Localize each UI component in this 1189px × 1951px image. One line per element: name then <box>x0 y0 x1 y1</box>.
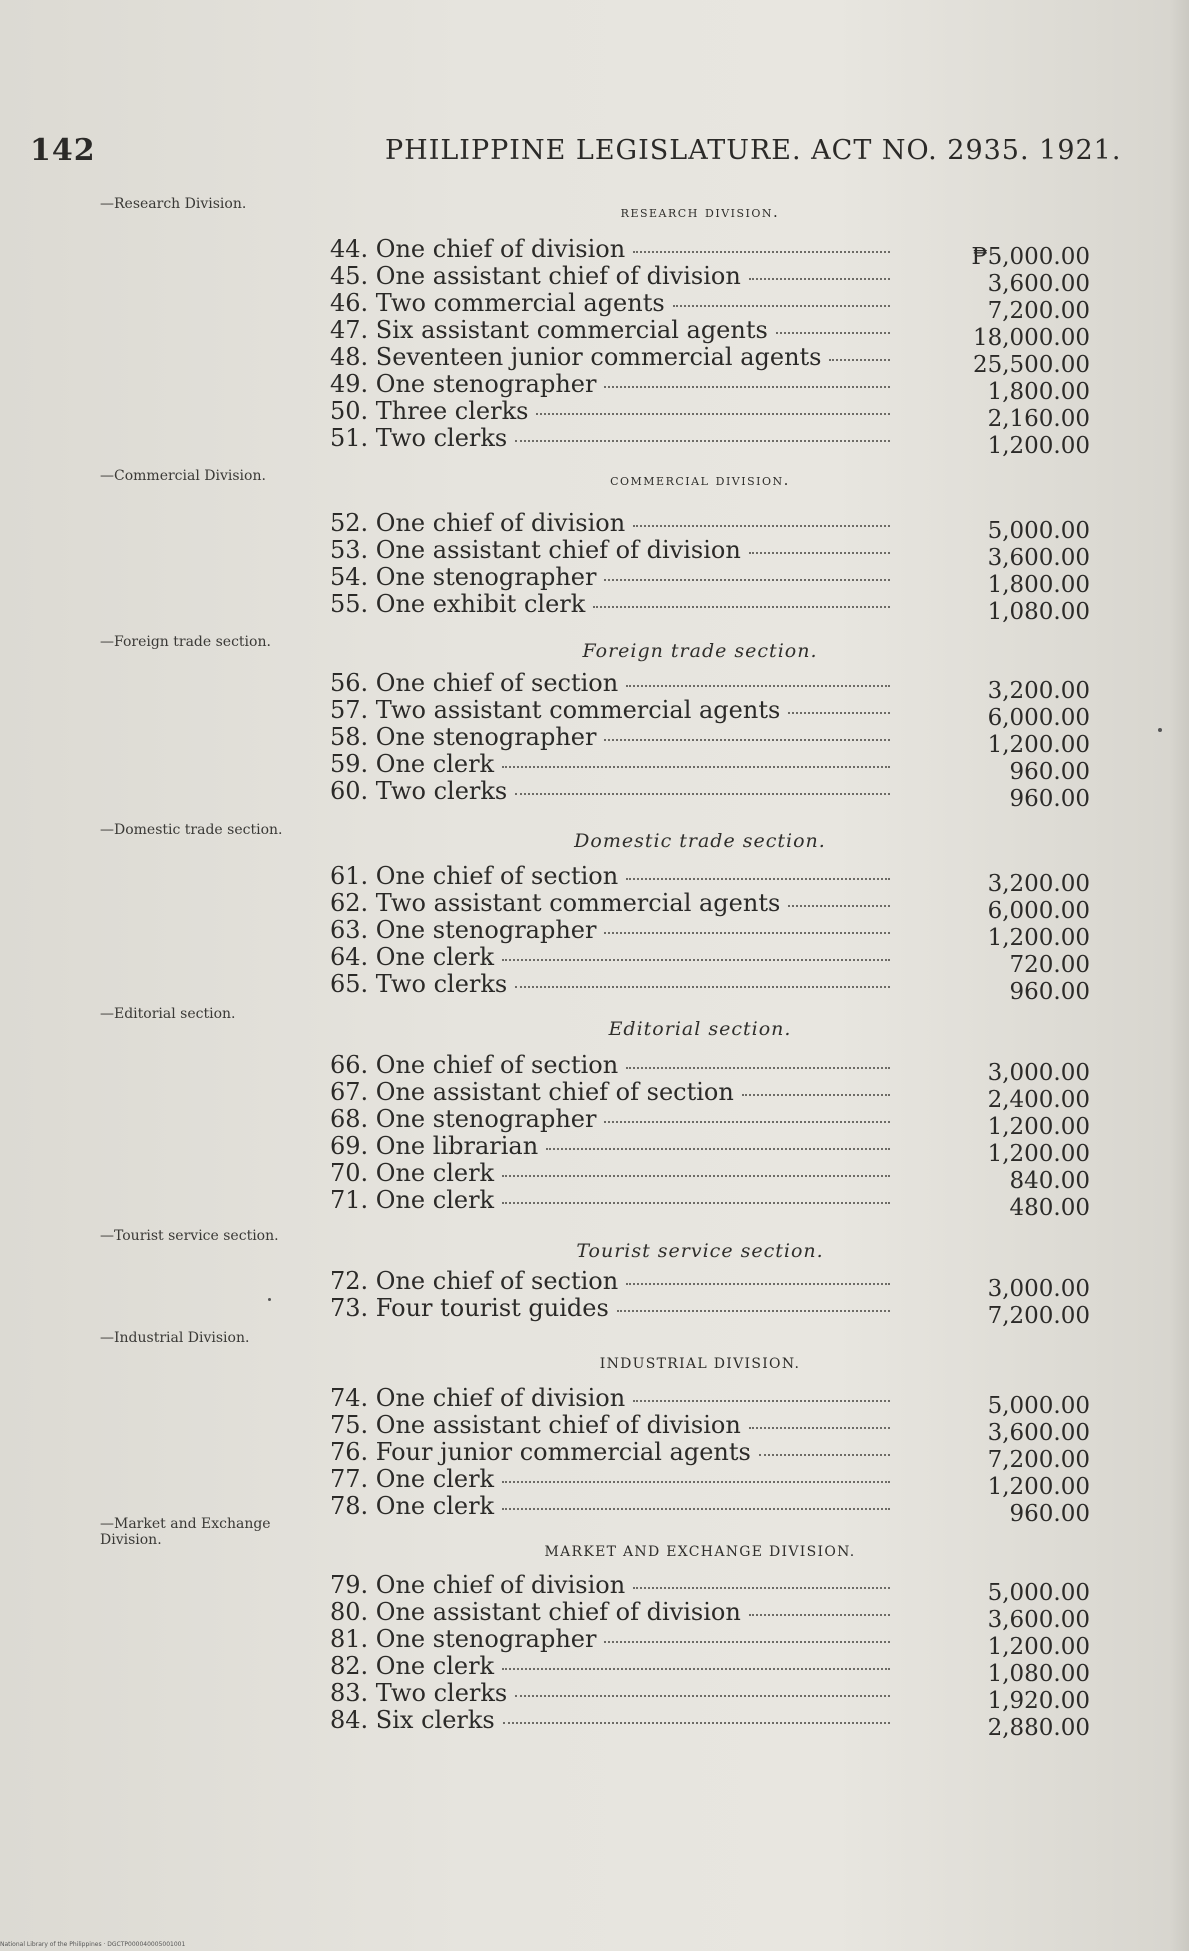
item-list <box>330 669 1090 812</box>
item-description <box>330 1572 890 1599</box>
list-item <box>330 1492 1090 1527</box>
list-item <box>330 1384 1090 1419</box>
item-text: 46. Two commercial agents <box>330 289 665 317</box>
item-text: 51. Two clerks <box>330 424 508 452</box>
item-amount: 1,200.00 <box>987 1141 1090 1167</box>
item-text: 77. One clerk <box>330 1465 495 1493</box>
dot-leader <box>515 1695 890 1697</box>
item-description <box>330 1493 890 1520</box>
item-description <box>330 890 890 917</box>
item-amount: 6,000.00 <box>987 705 1090 731</box>
item-text: 67. One assistant chief of section <box>330 1078 734 1106</box>
item-amount: 2,880.00 <box>987 1715 1090 1741</box>
list-item <box>330 1411 1090 1446</box>
item-text: 84. Six clerks <box>330 1706 495 1734</box>
item-amount: 3,600.00 <box>987 271 1090 297</box>
dot-leader <box>604 579 890 581</box>
item-text: 49. One stenographer <box>330 370 597 398</box>
item-description <box>330 971 890 998</box>
item-text: 62. Two assistant commercial agents <box>330 889 781 917</box>
list-item <box>330 1159 1090 1194</box>
dot-leader <box>502 1481 890 1483</box>
running-head: PHILIPPINE LEGISLATURE. ACT NO. 2935. 1921. <box>385 135 1122 166</box>
dot-leader <box>502 1202 890 1204</box>
item-text: 59. One clerk <box>330 750 495 778</box>
item-description <box>330 1466 890 1493</box>
item-amount: 2,400.00 <box>987 1087 1090 1113</box>
item-amount: 1,200.00 <box>987 1474 1090 1500</box>
item-description <box>330 917 890 944</box>
dot-leader <box>604 932 890 934</box>
item-description <box>330 1439 890 1466</box>
item-text: 73. Four tourist guides <box>330 1294 609 1322</box>
margin-note: —Editorial section. <box>100 1006 236 1022</box>
scan-speck <box>268 1298 271 1301</box>
item-description <box>330 1385 890 1412</box>
item-amount: 3,600.00 <box>987 545 1090 571</box>
item-amount: 5,000.00 <box>987 518 1090 544</box>
list-item <box>330 509 1090 544</box>
section-heading: commercial division. <box>610 471 790 489</box>
list-item <box>330 1267 1090 1302</box>
item-amount: 1,920.00 <box>987 1688 1090 1714</box>
section-heading: MARKET AND EXCHANGE DIVISION. <box>544 1544 856 1560</box>
item-description <box>330 724 890 751</box>
list-item <box>330 424 1090 459</box>
item-list <box>330 509 1090 625</box>
item-description <box>330 371 890 398</box>
item-description <box>330 1599 890 1626</box>
item-amount: 3,600.00 <box>987 1607 1090 1633</box>
dot-leader <box>546 1148 890 1150</box>
dot-leader <box>515 986 890 988</box>
item-text: 61. One chief of section <box>330 862 619 890</box>
item-list <box>330 1267 1090 1329</box>
item-text: 82. One clerk <box>330 1652 495 1680</box>
list-item <box>330 862 1090 897</box>
dot-leader <box>633 525 890 527</box>
dot-leader <box>617 1310 890 1312</box>
item-description <box>330 751 890 778</box>
item-text: 75. One assistant chief of division <box>330 1411 741 1439</box>
dot-leader <box>626 1283 890 1285</box>
item-text: 79. One chief of division <box>330 1571 626 1599</box>
item-amount: 18,000.00 <box>972 325 1090 351</box>
item-description <box>330 1268 890 1295</box>
item-list <box>330 1571 1090 1741</box>
item-amount: 25,500.00 <box>972 352 1090 378</box>
item-amount: 3,000.00 <box>987 1276 1090 1302</box>
item-text: 55. One exhibit clerk <box>330 590 586 618</box>
list-item <box>330 563 1090 598</box>
list-item <box>330 289 1090 324</box>
item-text: 54. One stenographer <box>330 563 597 591</box>
list-item <box>330 943 1090 978</box>
item-amount: 7,200.00 <box>987 298 1090 324</box>
section-heading: Foreign trade section. <box>582 640 818 662</box>
item-text: 53. One assistant chief of division <box>330 536 741 564</box>
item-amount: 5,000.00 <box>987 1393 1090 1419</box>
item-text: 70. One clerk <box>330 1159 495 1187</box>
item-text: 63. One stenographer <box>330 916 597 944</box>
item-amount: 3,600.00 <box>987 1420 1090 1446</box>
dot-leader <box>749 1427 890 1429</box>
item-amount: 1,800.00 <box>987 572 1090 598</box>
dot-leader <box>536 413 890 415</box>
dot-leader <box>626 1067 890 1069</box>
dot-leader <box>593 606 890 608</box>
item-amount: 2,160.00 <box>987 406 1090 432</box>
item-amount: 1,200.00 <box>987 925 1090 951</box>
list-item <box>330 1625 1090 1660</box>
dot-leader <box>503 1722 890 1724</box>
list-item <box>330 696 1090 731</box>
item-description <box>330 1295 890 1322</box>
item-description <box>330 944 890 971</box>
list-item <box>330 235 1090 270</box>
item-amount: 480.00 <box>1009 1195 1090 1221</box>
item-description <box>330 537 890 564</box>
margin-note: —Domestic trade section. <box>100 822 283 838</box>
item-description <box>330 1052 890 1079</box>
item-text: 64. One clerk <box>330 943 495 971</box>
item-description <box>330 778 890 805</box>
item-description <box>330 1707 890 1734</box>
item-text: 57. Two assistant commercial agents <box>330 696 781 724</box>
list-item <box>330 370 1090 405</box>
item-amount: 1,200.00 <box>987 1114 1090 1140</box>
item-text: 72. One chief of section <box>330 1267 619 1295</box>
list-item <box>330 750 1090 785</box>
item-description <box>330 344 890 371</box>
item-text: 81. One stenographer <box>330 1625 597 1653</box>
item-amount: 1,080.00 <box>987 1661 1090 1687</box>
dot-leader <box>633 251 890 253</box>
item-amount: ₱5,000.00 <box>971 244 1090 270</box>
item-amount: 1,200.00 <box>987 433 1090 459</box>
item-amount: 7,200.00 <box>987 1303 1090 1329</box>
list-item <box>330 343 1090 378</box>
item-amount: 960.00 <box>1009 979 1090 1005</box>
item-list <box>330 235 1090 459</box>
item-text: 74. One chief of division <box>330 1384 626 1412</box>
list-item <box>330 262 1090 297</box>
item-amount: 1,080.00 <box>987 599 1090 625</box>
item-amount: 720.00 <box>1009 952 1090 978</box>
item-text: 78. One clerk <box>330 1492 495 1520</box>
item-text: 52. One chief of division <box>330 509 626 537</box>
item-amount: 3,000.00 <box>987 1060 1090 1086</box>
item-description <box>330 1653 890 1680</box>
dot-leader <box>749 1614 890 1616</box>
dot-leader <box>604 1121 890 1123</box>
margin-note: —Tourist service section. <box>100 1228 279 1244</box>
item-description <box>330 317 890 344</box>
list-item <box>330 397 1090 432</box>
page-number: 142 <box>30 133 96 168</box>
dot-leader <box>759 1454 890 1456</box>
list-item <box>330 1132 1090 1167</box>
scan-speck <box>1158 728 1162 732</box>
dot-leader <box>749 552 890 554</box>
item-description <box>330 1106 890 1133</box>
dot-leader <box>515 440 890 442</box>
section-heading: Domestic trade section. <box>574 830 826 852</box>
item-description <box>330 263 890 290</box>
list-item <box>330 916 1090 951</box>
item-amount: 1,800.00 <box>987 379 1090 405</box>
item-amount: 960.00 <box>1009 759 1090 785</box>
item-text: 76. Four junior commercial agents <box>330 1438 751 1466</box>
dot-leader <box>604 386 890 388</box>
list-item <box>330 777 1090 812</box>
item-list <box>330 1051 1090 1221</box>
item-text: 83. Two clerks <box>330 1679 508 1707</box>
list-item <box>330 590 1090 625</box>
dot-leader <box>749 278 890 280</box>
item-description <box>330 425 890 452</box>
item-description <box>330 398 890 425</box>
item-amount: 960.00 <box>1009 786 1090 812</box>
dot-leader <box>502 1508 890 1510</box>
item-text: 50. Three clerks <box>330 397 529 425</box>
list-item <box>330 1652 1090 1687</box>
item-amount: 1,200.00 <box>987 732 1090 758</box>
list-item <box>330 669 1090 704</box>
item-description <box>330 290 890 317</box>
dot-leader <box>788 905 890 907</box>
item-description <box>330 1079 890 1106</box>
item-list <box>330 1384 1090 1527</box>
item-description <box>330 1626 890 1653</box>
dot-leader <box>502 766 890 768</box>
list-item <box>330 1706 1090 1741</box>
list-item <box>330 1679 1090 1714</box>
margin-note: —Market and Exchange Division. <box>100 1516 271 1548</box>
dot-leader <box>515 793 890 795</box>
item-description <box>330 1133 890 1160</box>
item-text: 44. One chief of division <box>330 235 626 263</box>
item-amount: 6,000.00 <box>987 898 1090 924</box>
item-amount: 7,200.00 <box>987 1447 1090 1473</box>
dot-leader <box>604 1641 890 1643</box>
page-edge-shadow <box>1169 0 1189 1951</box>
dot-leader <box>673 305 890 307</box>
list-item <box>330 1051 1090 1086</box>
dot-leader <box>829 359 890 361</box>
item-text: 65. Two clerks <box>330 970 508 998</box>
item-text: 45. One assistant chief of division <box>330 262 741 290</box>
list-item <box>330 1078 1090 1113</box>
item-text: 71. One clerk <box>330 1186 495 1214</box>
list-item <box>330 1105 1090 1140</box>
section-heading: INDUSTRIAL DIVISION. <box>599 1356 801 1372</box>
item-description <box>330 591 890 618</box>
item-text: 69. One librarian <box>330 1132 539 1160</box>
dot-leader <box>626 685 890 687</box>
item-amount: 1,200.00 <box>987 1634 1090 1660</box>
item-text: 80. One assistant chief of division <box>330 1598 741 1626</box>
item-text: 48. Seventeen junior commercial agents <box>330 343 822 371</box>
scan-credit: National Library of the Philippines · DGCTP000040005001001 <box>0 1941 186 1948</box>
item-description <box>330 863 890 890</box>
list-item <box>330 1294 1090 1329</box>
list-item <box>330 723 1090 758</box>
section-heading: research division. <box>620 203 780 221</box>
list-item <box>330 1571 1090 1606</box>
item-text: 47. Six assistant commercial agents <box>330 316 768 344</box>
dot-leader <box>633 1587 890 1589</box>
dot-leader <box>776 332 890 334</box>
dot-leader <box>788 712 890 714</box>
dot-leader <box>502 1668 890 1670</box>
item-description <box>330 510 890 537</box>
item-description <box>330 1160 890 1187</box>
list-item <box>330 536 1090 571</box>
item-amount: 960.00 <box>1009 1501 1090 1527</box>
item-description <box>330 564 890 591</box>
list-item <box>330 316 1090 351</box>
list-item <box>330 970 1090 1005</box>
item-amount: 840.00 <box>1009 1168 1090 1194</box>
item-text: 66. One chief of section <box>330 1051 619 1079</box>
dot-leader <box>633 1400 890 1402</box>
dot-leader <box>502 1175 890 1177</box>
margin-note: —Research Division. <box>100 196 247 212</box>
item-text: 68. One stenographer <box>330 1105 597 1133</box>
item-description <box>330 1412 890 1439</box>
list-item <box>330 889 1090 924</box>
section-heading: Editorial section. <box>608 1018 792 1040</box>
item-amount: 3,200.00 <box>987 678 1090 704</box>
item-list <box>330 862 1090 1005</box>
list-item <box>330 1465 1090 1500</box>
item-text: 56. One chief of section <box>330 669 619 697</box>
item-description <box>330 1187 890 1214</box>
item-text: 58. One stenographer <box>330 723 597 751</box>
margin-note: —Foreign trade section. <box>100 634 271 650</box>
list-item <box>330 1186 1090 1221</box>
item-description <box>330 670 890 697</box>
margin-note: —Commercial Division. <box>100 468 266 484</box>
item-amount: 3,200.00 <box>987 871 1090 897</box>
dot-leader <box>626 878 890 880</box>
margin-note: —Industrial Division. <box>100 1330 250 1346</box>
item-text: 60. Two clerks <box>330 777 508 805</box>
item-amount: 5,000.00 <box>987 1580 1090 1606</box>
list-item <box>330 1438 1090 1473</box>
item-description <box>330 1680 890 1707</box>
item-description <box>330 236 890 263</box>
section-heading: Tourist service section. <box>576 1240 824 1262</box>
dot-leader <box>604 739 890 741</box>
item-description <box>330 697 890 724</box>
dot-leader <box>502 959 890 961</box>
list-item <box>330 1598 1090 1633</box>
dot-leader <box>742 1094 890 1096</box>
